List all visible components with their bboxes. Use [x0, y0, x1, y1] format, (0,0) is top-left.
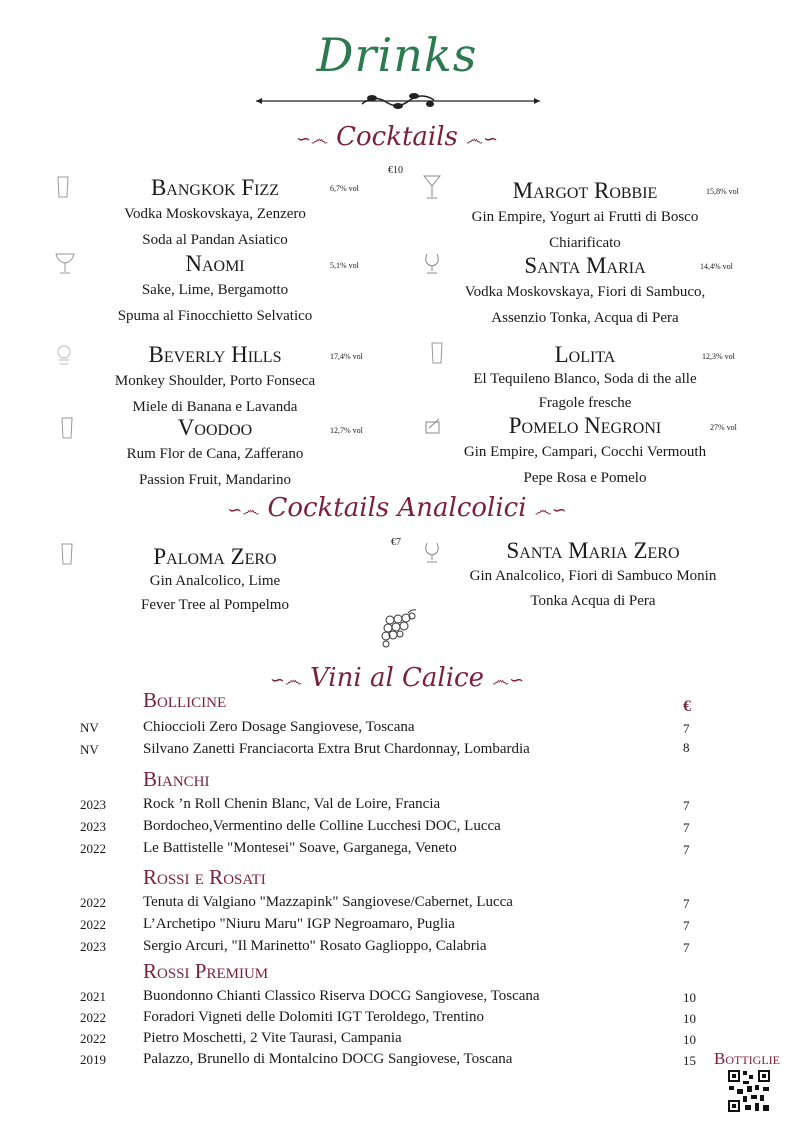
wine-price: 7	[683, 940, 690, 955]
flourish-right-icon: ෴∽	[534, 500, 567, 521]
cocktail-abv: 17,4% vol	[330, 352, 363, 361]
analcolici-price: €7	[391, 537, 401, 548]
cocktail-abv: 5,1% vol	[330, 261, 359, 270]
cocktail-ingredients: Gin Analcolico, Lime	[149, 573, 281, 589]
wine-name: Tenuta di Valgiano "Mazzapink" Sangiovese/Cabernet, Lucca	[143, 894, 513, 910]
cocktail-abv: 27% vol	[710, 423, 737, 432]
wine-name: Bordocheo,Vermentino delle Colline Lucchesi DOC, Lucca	[143, 818, 501, 834]
cocktail-ingredients: Chiarificato	[549, 235, 621, 251]
qr-code[interactable]	[727, 1069, 771, 1113]
cocktail-item	[435, 178, 735, 256]
cocktail-item	[435, 413, 735, 491]
wine-year: 2022	[80, 1031, 106, 1046]
cocktail-item	[443, 538, 743, 614]
wine-name: L’Archetipo "Niuru Maru" IGP Negroamaro, Puglia	[143, 916, 455, 932]
cocktail-ingredients: Spuma al Finocchietto Selvatico	[117, 308, 313, 324]
wine-price: 10	[683, 1032, 696, 1047]
wine-price: 7	[683, 798, 690, 813]
section-title: Vini al Calice	[309, 663, 484, 693]
cocktail-ingredients: Gin Analcolico, Fiori di Sambuco Monin	[469, 568, 717, 584]
cocktail-price: €10	[388, 165, 403, 176]
wine-year: 2021	[80, 989, 106, 1004]
cocktail-name: Voodoo	[177, 415, 253, 440]
cocktail-ingredients: Monkey Shoulder, Porto Fonseca	[114, 373, 316, 389]
cocktail-ingredients: Tonka Acqua di Pera	[530, 593, 656, 609]
cocktail-abv: 12,3% vol	[702, 352, 735, 361]
cocktail-ingredients: Miele di Banana e Lavanda	[132, 399, 298, 415]
cocktail-item	[65, 544, 365, 618]
section-heading-analcolici	[0, 493, 794, 523]
section-heading-cocktails	[0, 122, 794, 152]
section-title: Cocktails Analcolici	[267, 493, 527, 523]
page-title: Drinks	[316, 28, 478, 82]
flourish-right-icon: ෴∽	[465, 129, 499, 150]
wine-year: NV	[80, 742, 99, 757]
wine-year: 2019	[80, 1052, 106, 1067]
cocktail-ingredients: Gin Empire, Campari, Cocchi Vermouth	[463, 444, 707, 460]
wine-name: Rock ’n Roll Chenin Blanc, Val de Loire, Francia	[143, 796, 441, 812]
cocktail-item	[65, 415, 365, 493]
cocktail-item	[65, 175, 365, 253]
wine-year: 2022	[80, 895, 106, 910]
cocktail-name: Paloma Zero	[153, 544, 277, 569]
cocktail-item	[65, 251, 365, 329]
wine-price: 7	[683, 896, 690, 911]
wine-category: Rossi Premium	[143, 959, 269, 983]
flourish-right-icon: ෴∽	[492, 670, 525, 691]
cocktail-ingredients: Fragole fresche	[538, 395, 632, 411]
wine-price: 7	[683, 918, 690, 933]
cocktail-item	[435, 253, 735, 331]
wine-price: 10	[683, 990, 696, 1005]
wine-category: Bianchi	[143, 767, 210, 791]
grapes-icon	[378, 608, 418, 650]
vine-ornament-divider	[252, 90, 544, 112]
cocktail-name: Santa Maria	[524, 253, 646, 278]
cocktail-abv: 6,7% vol	[330, 184, 359, 193]
wine-price: 10	[683, 1011, 696, 1026]
wine-year: 2023	[80, 939, 106, 954]
wine-name: Le Battistelle "Montesei" Soave, Garganega, Veneto	[143, 840, 457, 856]
section-title: Cocktails	[336, 122, 458, 152]
cocktail-name: Bangkok Fizz	[150, 175, 280, 200]
cocktail-ingredients: Vodka Moskovskaya, Fiori di Sambuco,	[464, 284, 706, 300]
cocktail-name: Pomelo Negroni	[508, 413, 662, 438]
cocktail-name: Naomi	[185, 251, 245, 276]
cocktail-abv: 14,4% vol	[700, 262, 733, 271]
cocktail-ingredients: Assenzio Tonka, Acqua di Pera	[491, 310, 679, 326]
wine-name: Foradori Vigneti delle Dolomiti IGT Teroldego, Trentino	[143, 1009, 484, 1025]
currency-header: €	[683, 698, 691, 715]
wine-year: NV	[80, 720, 99, 735]
wine-name: Chioccioli Zero Dosage Sangiovese, Toscana	[143, 719, 415, 735]
wine-name: Sergio Arcuri, "Il Marinetto" Rosato Gaglioppo, Calabria	[143, 938, 487, 954]
cocktail-item	[65, 342, 365, 420]
cocktail-name: Beverly Hills	[148, 342, 282, 367]
cocktail-ingredients: El Tequileno Blanco, Soda di the alle	[473, 371, 697, 387]
cocktail-ingredients: Passion Fruit, Mandarino	[138, 472, 292, 488]
wine-price: 7	[683, 820, 690, 835]
wine-year: 2022	[80, 1010, 106, 1025]
bottiglie-label: Bottiglie	[714, 1049, 780, 1068]
cocktail-abv: 15,8% vol	[706, 187, 739, 196]
wine-name: Buondonno Chianti Classico Riserva DOCG Sangiovese, Toscana	[143, 988, 540, 1004]
cocktail-name: Margot Robbie	[512, 178, 658, 203]
cocktail-ingredients: Rum Flor de Cana, Zafferano	[126, 446, 304, 462]
section-heading-vini	[0, 663, 794, 693]
wine-price: 7	[683, 721, 690, 736]
wine-price: 7	[683, 842, 690, 857]
snifter-glass-icon	[424, 542, 440, 569]
wine-year: 2023	[80, 797, 106, 812]
cocktail-ingredients: Pepe Rosa e Pomelo	[523, 470, 647, 486]
cocktail-ingredients: Vodka Moskovskaya, Zenzero	[124, 206, 306, 222]
cocktail-ingredients: Fever Tree al Pompelmo	[141, 597, 289, 613]
cocktail-ingredients: Gin Empire, Yogurt ai Frutti di Bosco	[471, 209, 699, 225]
wine-year: 2022	[80, 841, 106, 856]
wine-category: Bollicine	[143, 688, 227, 712]
wine-price: 8	[683, 740, 690, 755]
cocktail-ingredients: Soda al Pandan Asiatico	[142, 232, 288, 248]
wine-name: Pietro Moschetti, 2 Vite Taurasi, Campania	[143, 1030, 402, 1046]
wine-price: 15	[683, 1053, 696, 1068]
cocktail-abv: 12,7% vol	[330, 426, 363, 435]
wine-name: Silvano Zanetti Franciacorta Extra Brut Chardonnay, Lombardia	[143, 741, 530, 757]
flourish-left-icon: ∽෴	[269, 670, 302, 691]
wine-name: Palazzo, Brunello di Montalcino DOCG Sangiovese, Toscana	[143, 1051, 513, 1067]
cocktail-item	[435, 342, 735, 416]
flourish-left-icon: ∽෴	[295, 129, 329, 150]
cocktail-name: Santa Maria Zero	[506, 538, 680, 563]
wine-category: Rossi e Rosati	[143, 865, 266, 889]
flourish-left-icon: ∽෴	[227, 500, 260, 521]
wine-year: 2022	[80, 917, 106, 932]
wine-year: 2023	[80, 819, 106, 834]
cocktail-name: Lolita	[554, 342, 616, 367]
cocktail-ingredients: Sake, Lime, Bergamotto	[141, 282, 289, 298]
